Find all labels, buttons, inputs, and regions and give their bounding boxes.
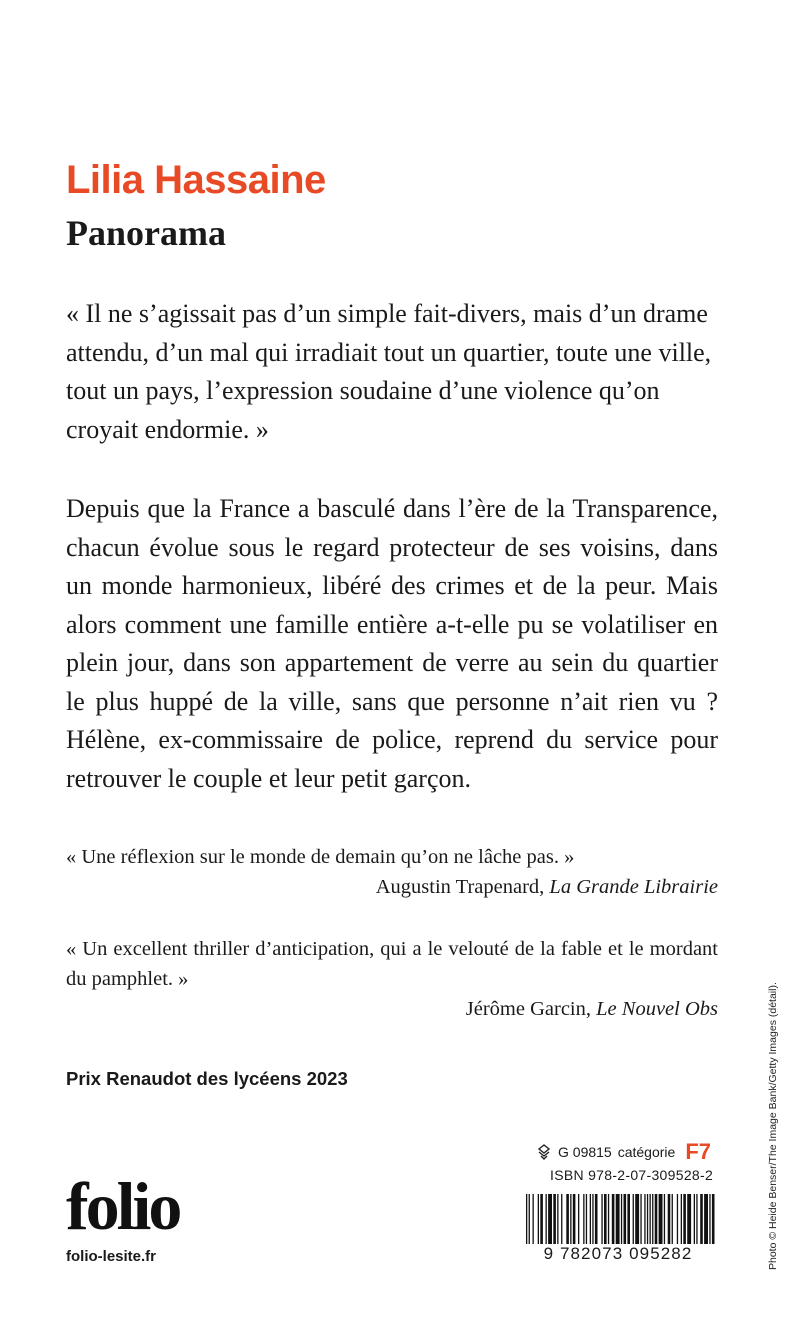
- category-letter: F7: [685, 1139, 711, 1164]
- isbn: ISBN 978-2-07-309528-2: [550, 1167, 714, 1183]
- photo-credit: Photo © Heide Benser/The Image Bank/Getty Images (détail).: [767, 982, 779, 1270]
- review-author: Augustin Trapenard,: [375, 876, 545, 898]
- book-category-icon: [536, 1143, 552, 1161]
- review-source: [66, 994, 718, 1024]
- featured-quote: « Il ne s’agissait pas d’un simple fait-divers, mais d’un drame attendu, d’un mal qui irradiait tout un quartier, toute une ville, tout un pays, l’expression soudaine d’une violence qu’on croyait endormie. »: [66, 299, 712, 444]
- prize-label: Prix Renaudot des lycéens 2023: [66, 1068, 348, 1089]
- catalog-code: G 09815: [558, 1144, 612, 1160]
- review-quote: « Un excellent thriller d’anticipation, qui a le velouté de la fable et le mordant du pamphlet. »: [66, 938, 718, 990]
- author-name: Lilia Hassaine: [66, 158, 326, 202]
- review-publication: La Grande Librairie: [549, 876, 718, 898]
- publisher-website: folio-lesite.fr: [66, 1248, 157, 1265]
- review-2: [66, 934, 718, 1024]
- review-1: [66, 842, 718, 902]
- review-source: [66, 872, 718, 902]
- review-quote: « Une réflexion sur le monde de demain qu’on ne lâche pas. »: [66, 846, 575, 868]
- review-publication: Le Nouvel Obs: [596, 998, 718, 1020]
- review-author: Jérôme Garcin,: [465, 998, 592, 1020]
- publisher-logo: folio: [66, 1168, 180, 1244]
- barcode-digits: 9 782073 095282: [520, 1244, 716, 1264]
- catalog-info: [536, 1139, 711, 1165]
- category-label: catégorie: [617, 1144, 676, 1160]
- synopsis: Depuis que la France a basculé dans l’ère de la Transparence, chacun évolue sous le regard protecteur de ses voisins, dans un monde harmonieux, libéré des crimes et de la peur. Mais alors comment une famille entière a-t-elle pu se volatiliser en plein jour, dans son appartement de verre au sein du quartier le plus huppé de la ville, sans que personne n’ait rien vu ? Hélène, ex-commissaire de police, reprend du service pour retrouver le couple et leur petit garçon.: [66, 494, 718, 793]
- book-title: Panorama: [66, 213, 226, 253]
